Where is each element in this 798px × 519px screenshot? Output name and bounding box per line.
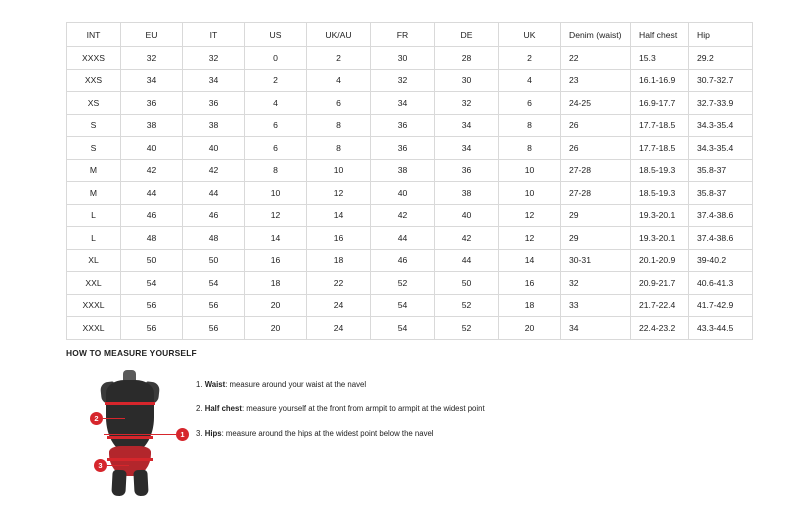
measure-note-term: Half chest [204, 404, 242, 414]
table-cell: 29 [561, 227, 631, 250]
table-cell: M [67, 182, 121, 205]
table-cell: 18 [307, 249, 371, 272]
table-cell: 17.7-18.5 [631, 114, 689, 137]
table-cell: 18 [245, 272, 307, 295]
table-cell: 14 [307, 204, 371, 227]
table-cell: 38 [121, 114, 183, 137]
table-cell: XXXL [67, 317, 121, 340]
table-cell: S [67, 114, 121, 137]
table-cell: 52 [435, 317, 499, 340]
table-cell: 32 [435, 92, 499, 115]
table-cell: 22 [561, 47, 631, 70]
table-cell: 24-25 [561, 92, 631, 115]
table-cell: 56 [121, 294, 183, 317]
table-cell: 6 [245, 114, 307, 137]
table-cell: 41.7-42.9 [689, 294, 753, 317]
table-cell: 6 [307, 92, 371, 115]
size-table-container [66, 22, 732, 340]
table-cell: XXXL [67, 294, 121, 317]
table-cell: 20 [245, 317, 307, 340]
table-row [67, 47, 753, 70]
table-cell: 48 [183, 227, 245, 250]
measure-notes-list [196, 368, 746, 453]
how-to-measure-body [66, 368, 746, 503]
table-cell: 28 [435, 47, 499, 70]
size-conversion-table [66, 22, 753, 340]
table-cell: 2 [307, 47, 371, 70]
table-cell: 40.6-41.3 [689, 272, 753, 295]
table-cell: 40 [435, 204, 499, 227]
table-cell: 32 [121, 47, 183, 70]
table-cell: 40 [183, 137, 245, 160]
table-cell: 8 [245, 159, 307, 182]
table-cell: 18 [499, 294, 561, 317]
table-cell: 8 [307, 137, 371, 160]
table-cell: 26 [561, 114, 631, 137]
table-cell: 4 [499, 69, 561, 92]
table-cell: 8 [499, 114, 561, 137]
table-column-header: IT [183, 23, 245, 47]
table-cell: 4 [307, 69, 371, 92]
table-cell: 34 [435, 137, 499, 160]
table-cell: 18.5-19.3 [631, 159, 689, 182]
table-cell: 54 [371, 317, 435, 340]
table-header-row [67, 23, 753, 47]
table-cell: 44 [121, 182, 183, 205]
table-cell: 44 [435, 249, 499, 272]
table-row [67, 204, 753, 227]
table-cell: 34.3-35.4 [689, 137, 753, 160]
table-cell: XXXS [67, 47, 121, 70]
table-cell: 2 [499, 47, 561, 70]
table-cell: 34 [371, 92, 435, 115]
table-cell: 27-28 [561, 159, 631, 182]
measure-note-number: 1. [196, 380, 203, 389]
table-cell: 10 [499, 159, 561, 182]
table-cell: XS [67, 92, 121, 115]
table-cell: 32 [371, 69, 435, 92]
table-cell: 16 [499, 272, 561, 295]
mannequin-figure [92, 370, 168, 500]
table-row [67, 294, 753, 317]
table-cell: 15.3 [631, 47, 689, 70]
table-cell: 6 [245, 137, 307, 160]
table-cell: 30 [435, 69, 499, 92]
table-cell: 48 [121, 227, 183, 250]
measure-note-text: : measure yourself at the front from armpit to armpit at the widest point [241, 404, 485, 414]
table-column-header: DE [435, 23, 499, 47]
table-cell: 35.8-37 [689, 159, 753, 182]
table-cell: 37.4-38.6 [689, 204, 753, 227]
table-cell: 20 [499, 317, 561, 340]
table-cell: 16 [245, 249, 307, 272]
table-column-header: US [245, 23, 307, 47]
table-cell: 30-31 [561, 249, 631, 272]
table-body [67, 47, 753, 340]
table-cell: 34 [435, 114, 499, 137]
table-cell: 32.7-33.9 [689, 92, 753, 115]
table-cell: 39-40.2 [689, 249, 753, 272]
table-cell: 54 [121, 272, 183, 295]
hip-leader-line [107, 465, 129, 466]
table-cell: 34 [561, 317, 631, 340]
table-cell: 10 [499, 182, 561, 205]
table-cell: XL [67, 249, 121, 272]
table-column-header: FR [371, 23, 435, 47]
table-cell: L [67, 204, 121, 227]
table-column-header: UK/AU [307, 23, 371, 47]
table-cell: 29 [561, 204, 631, 227]
table-cell: 32 [183, 47, 245, 70]
table-cell: 2 [245, 69, 307, 92]
mannequin-leg-left [111, 470, 126, 497]
table-cell: 36 [121, 92, 183, 115]
table-cell: 19.3-20.1 [631, 227, 689, 250]
measure-note-term: Waist [204, 380, 226, 389]
table-cell: 34 [183, 69, 245, 92]
measure-note [196, 380, 746, 389]
table-cell: 42 [121, 159, 183, 182]
measure-note-text: : measure around the hips at the widest point below the navel [221, 428, 434, 438]
table-cell: L [67, 227, 121, 250]
table-cell: 8 [307, 114, 371, 137]
table-cell: 21.7-22.4 [631, 294, 689, 317]
table-cell: 42 [371, 204, 435, 227]
table-row [67, 137, 753, 160]
table-row [67, 272, 753, 295]
table-cell: 52 [435, 294, 499, 317]
measure-note-number: 3. [196, 428, 203, 438]
table-cell: 42 [183, 159, 245, 182]
hip-measure-band [107, 458, 153, 461]
table-cell: 44 [371, 227, 435, 250]
table-cell: 30 [371, 47, 435, 70]
table-row [67, 317, 753, 340]
table-cell: S [67, 137, 121, 160]
table-cell: 10 [245, 182, 307, 205]
table-cell: 16 [307, 227, 371, 250]
table-cell: 10 [307, 159, 371, 182]
table-cell: 20.9-21.7 [631, 272, 689, 295]
table-cell: 36 [371, 114, 435, 137]
table-cell: 29.2 [689, 47, 753, 70]
table-cell: 56 [183, 294, 245, 317]
table-cell: 4 [245, 92, 307, 115]
measure-marker-3: 3 [94, 459, 107, 472]
table-cell: 34 [121, 69, 183, 92]
mannequin-illustration [66, 368, 196, 503]
table-cell: 40 [121, 137, 183, 160]
table-row [67, 249, 753, 272]
measure-marker-1: 1 [176, 428, 189, 441]
table-cell: 34.3-35.4 [689, 114, 753, 137]
table-cell: 12 [499, 227, 561, 250]
table-cell: 38 [371, 159, 435, 182]
table-cell: 50 [435, 272, 499, 295]
table-column-header: Half chest [631, 23, 689, 47]
table-cell: 37.4-38.6 [689, 227, 753, 250]
table-cell: 19.3-20.1 [631, 204, 689, 227]
mannequin-leg-right [133, 470, 148, 497]
table-cell: 26 [561, 137, 631, 160]
table-row [67, 159, 753, 182]
table-row [67, 92, 753, 115]
table-cell: 30.7-32.7 [689, 69, 753, 92]
table-cell: 46 [183, 204, 245, 227]
table-cell: 54 [371, 294, 435, 317]
table-cell: 35.8-37 [689, 182, 753, 205]
how-to-measure-section [66, 348, 746, 503]
table-cell: 24 [307, 317, 371, 340]
mannequin-torso [106, 380, 154, 454]
table-cell: 20 [245, 294, 307, 317]
table-column-header: INT [67, 23, 121, 47]
table-cell: 24 [307, 294, 371, 317]
table-cell: M [67, 159, 121, 182]
table-cell: XXS [67, 69, 121, 92]
table-cell: 17.7-18.5 [631, 137, 689, 160]
table-cell: 44 [183, 182, 245, 205]
table-cell: 12 [307, 182, 371, 205]
table-row [67, 114, 753, 137]
table-cell: 16.9-17.7 [631, 92, 689, 115]
table-cell: 22 [307, 272, 371, 295]
table-cell: 0 [245, 47, 307, 70]
table-cell: XXL [67, 272, 121, 295]
table-cell: 54 [183, 272, 245, 295]
table-column-header: EU [121, 23, 183, 47]
table-cell: 20.1-20.9 [631, 249, 689, 272]
table-cell: 14 [245, 227, 307, 250]
table-cell: 6 [499, 92, 561, 115]
table-cell: 12 [245, 204, 307, 227]
table-cell: 56 [183, 317, 245, 340]
measure-marker-2: 2 [90, 412, 103, 425]
table-cell: 43.3-44.5 [689, 317, 753, 340]
measure-note-text: : measure around your waist at the navel [225, 380, 367, 389]
measure-note-number: 2. [196, 404, 203, 414]
table-cell: 32 [561, 272, 631, 295]
table-cell: 36 [371, 137, 435, 160]
table-cell: 14 [499, 249, 561, 272]
table-cell: 50 [183, 249, 245, 272]
table-column-header: Denim (waist) [561, 23, 631, 47]
table-cell: 33 [561, 294, 631, 317]
measure-note-term: Hips [204, 428, 222, 438]
half-chest-measure-band [105, 402, 155, 405]
table-cell: 18.5-19.3 [631, 182, 689, 205]
table-column-header: UK [499, 23, 561, 47]
table-cell: 46 [121, 204, 183, 227]
table-row [67, 69, 753, 92]
table-cell: 38 [183, 114, 245, 137]
table-cell: 36 [435, 159, 499, 182]
table-header [67, 23, 753, 47]
table-cell: 8 [499, 137, 561, 160]
table-cell: 42 [435, 227, 499, 250]
waist-measure-band [107, 436, 153, 439]
table-cell: 22.4-23.2 [631, 317, 689, 340]
table-cell: 46 [371, 249, 435, 272]
waist-leader-line [104, 434, 176, 435]
table-cell: 36 [183, 92, 245, 115]
table-cell: 16.1-16.9 [631, 69, 689, 92]
half-chest-leader-line [103, 418, 125, 419]
measure-note [196, 429, 746, 438]
table-cell: 56 [121, 317, 183, 340]
table-cell: 40 [371, 182, 435, 205]
table-cell: 50 [121, 249, 183, 272]
how-to-measure-title: HOW TO MEASURE YOURSELF [66, 348, 197, 358]
table-column-header: Hip [689, 23, 753, 47]
table-cell: 12 [499, 204, 561, 227]
measure-note [196, 404, 746, 413]
table-row [67, 227, 753, 250]
table-cell: 27-28 [561, 182, 631, 205]
table-cell: 52 [371, 272, 435, 295]
table-cell: 38 [435, 182, 499, 205]
table-row [67, 182, 753, 205]
table-cell: 23 [561, 69, 631, 92]
